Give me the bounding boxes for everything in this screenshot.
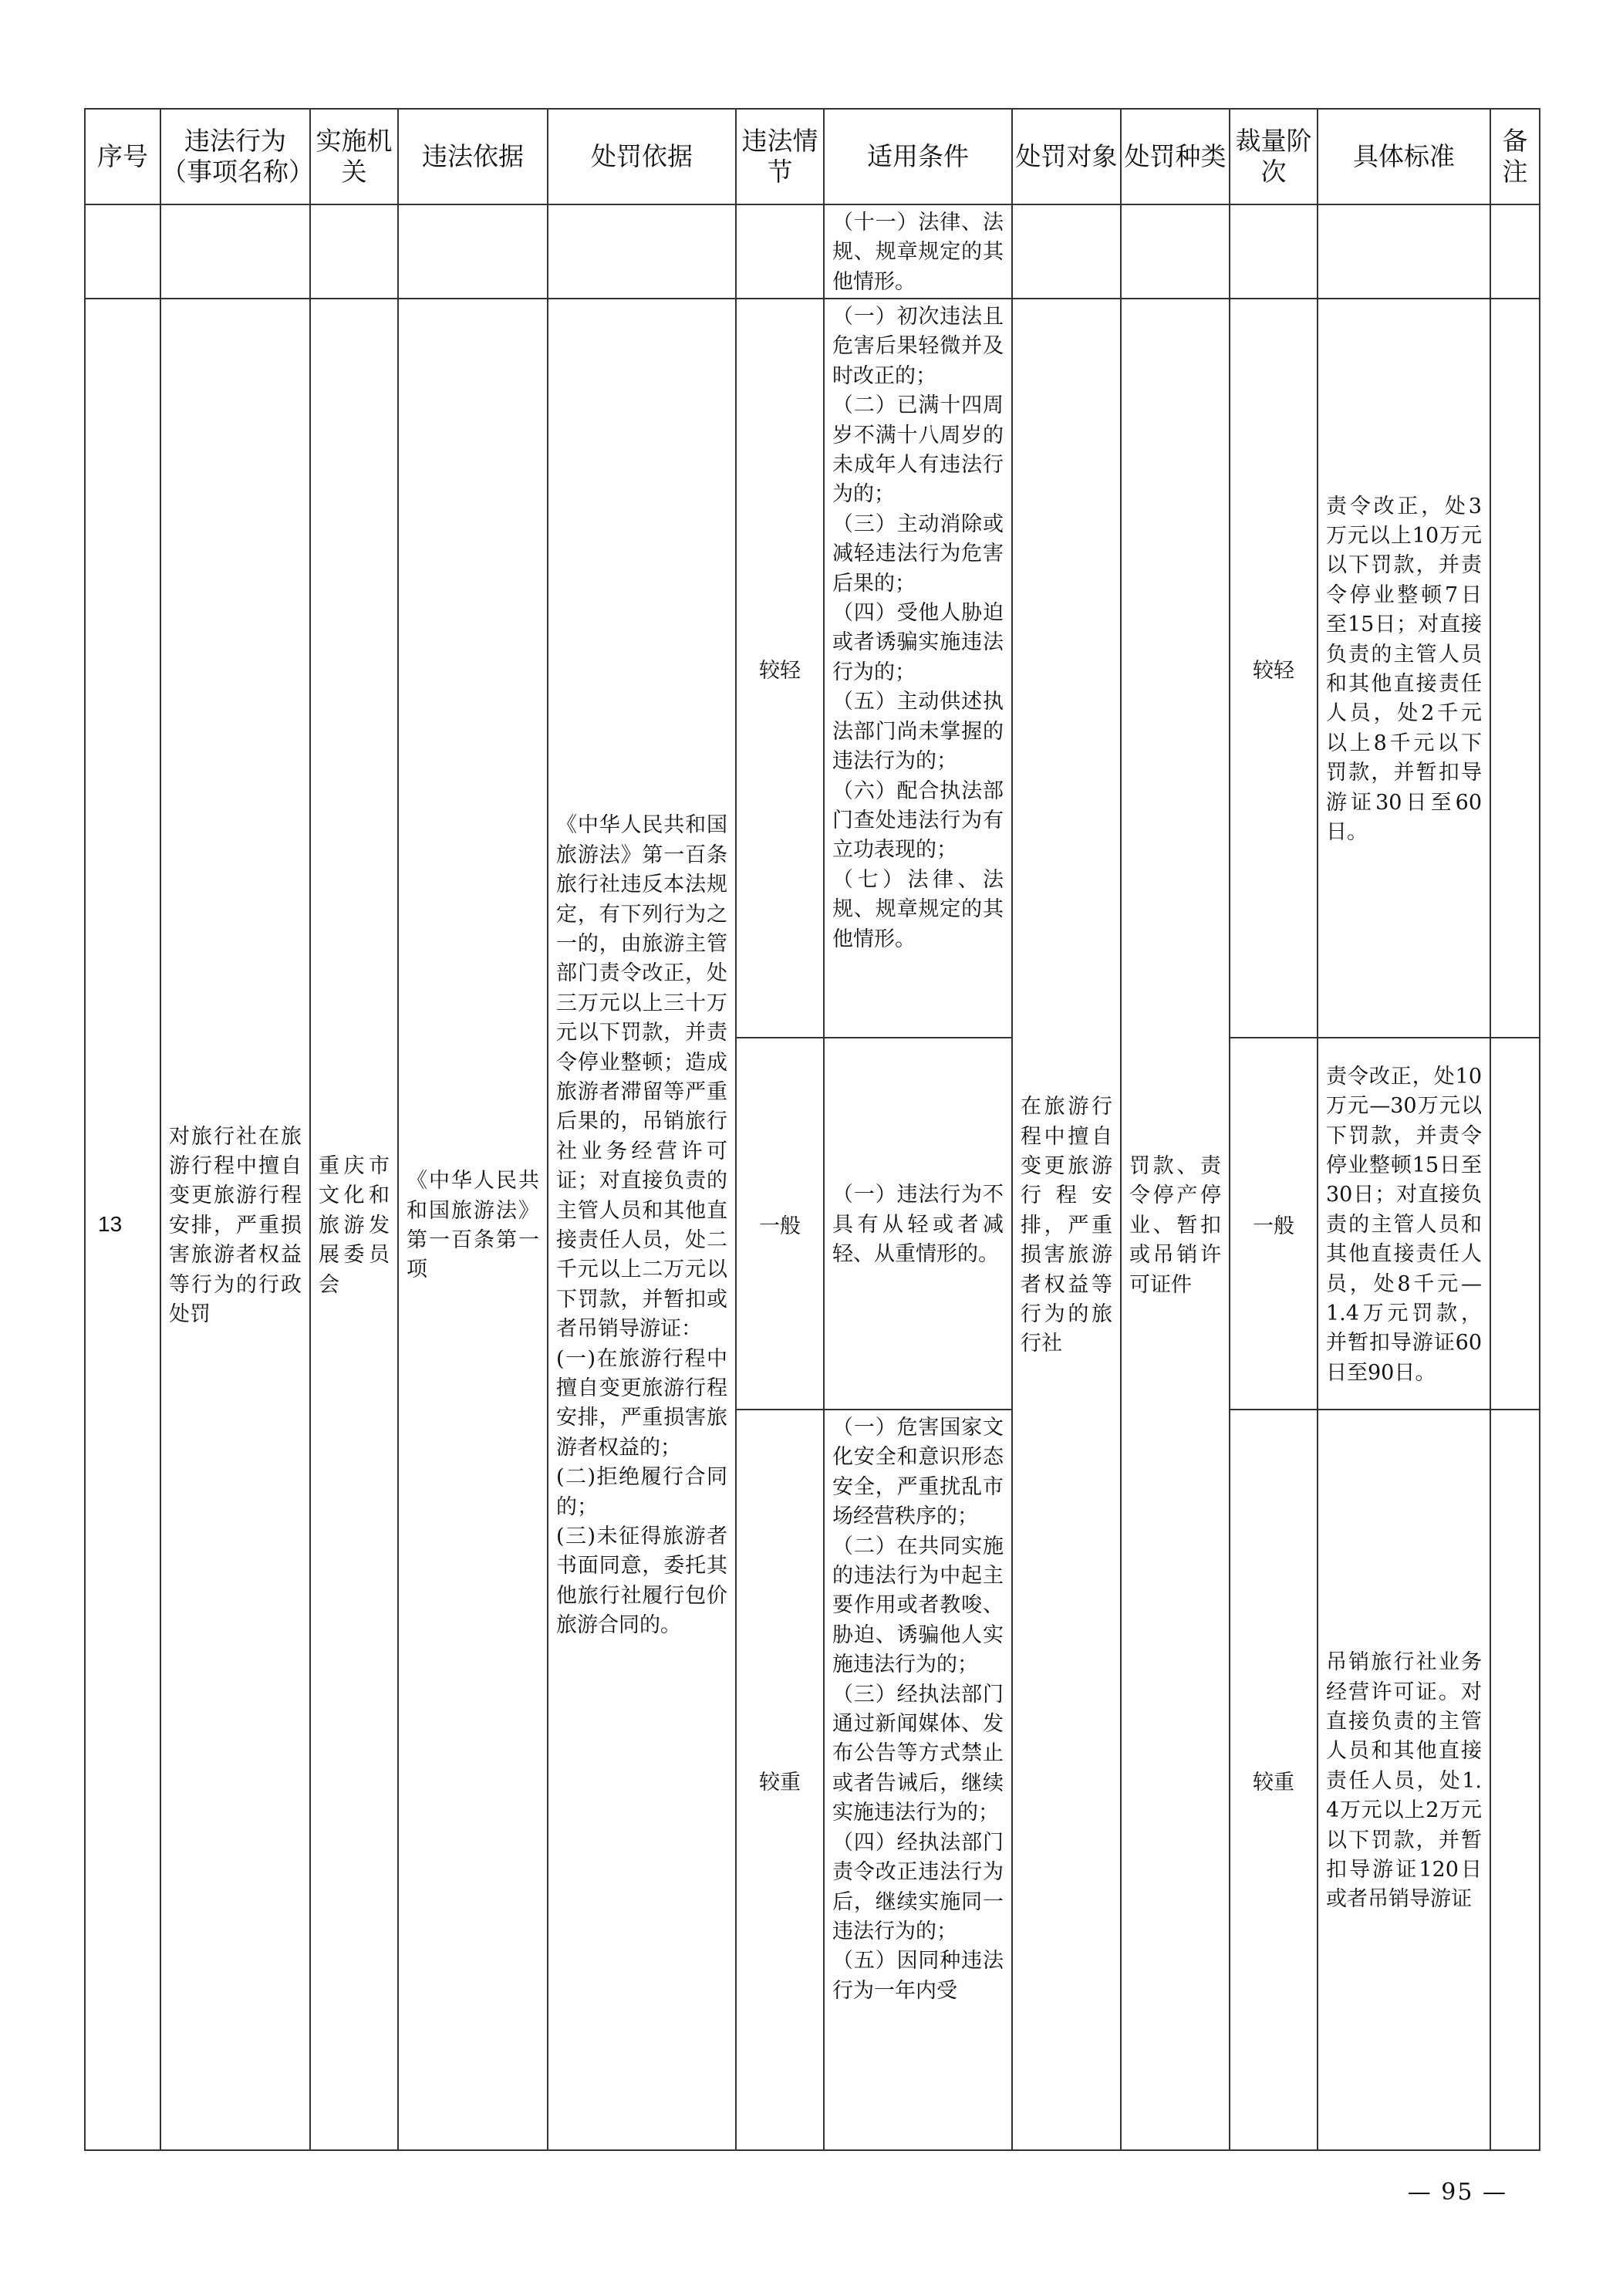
tier-light-standard: 责令改正，处3万元以上10万元以下罚款，并责令停业整顿7日至15日；对直接负责的主管人员和其他直接责任人员，处2千元以上8千元以下罚款，并暂扣导游证30日至60日。 xyxy=(1318,299,1490,1038)
header-penalty-basis: 处罚依据 xyxy=(548,109,736,204)
tier-severe-circumstance: 较重 xyxy=(736,1410,824,2150)
condition-item: （二）已满十四周岁不满十八周岁的未成年人有违法行为的； xyxy=(832,393,1004,507)
row13-penalty-basis: 《中华人民共和国旅游法》第一百条 旅行社违反本法规定，有下列行为之一的，由旅游主管部门责令改正，处三万元以上三十万元以下罚款，并责令停业整顿；造成旅游者滞留等严重后果的，吊销旅行社业务经营许可证；对直接负责的主管人员和其他直接责任人员，处二千元以上二万元以下罚款，并暂扣或者吊销导游证： (一)在旅游行程中擅自变更旅游行程安排，严重损害旅游者权益的； (二)拒绝履行合同的； (三)未征得旅游者书面同意，委托其他旅行社履行包价旅游合同的。 xyxy=(548,299,736,2150)
header-remark: 备注 xyxy=(1490,109,1540,204)
condition-item: （三）主动消除或减轻违法行为危害后果的； xyxy=(832,512,1004,596)
page-number: — 95 — xyxy=(1407,2179,1507,2206)
condition-item: （五）主动供述执法部门尚未掌握的违法行为的； xyxy=(832,690,1004,774)
continued-condition-cell xyxy=(824,204,1012,299)
row13-agency: 重庆市文化和旅游发展委员会 xyxy=(310,299,398,2150)
tier-general-standard: 责令改正，处10万元—30万元以下罚款，并责令停业整顿15日至30日；对直接负责的主管人员和其他直接责任人员，处8千元—1.4万元罚款，并暂扣导游证60日至90日。 xyxy=(1318,1038,1490,1410)
continued-row xyxy=(85,204,1540,299)
condition-item: （一）违法行为不具有从轻或者减轻、从重情形的。 xyxy=(832,1183,1004,1267)
tier-severe-remark xyxy=(1490,1410,1540,2150)
condition-item: （五）因同种违法行为一年内受 xyxy=(832,1949,1004,2003)
condition-item: （二）在共同实施的违法行为中起主要作用或者教唆、胁迫、诱骗他人实施违法行为的； xyxy=(832,1534,1004,1677)
tier-general-conditions xyxy=(824,1038,1012,1410)
table-row-13-tier-light xyxy=(85,299,1540,1038)
header-basis: 违法依据 xyxy=(398,109,548,204)
tier-general-circumstance: 一般 xyxy=(736,1038,824,1410)
continued-condition-text: （十一）法律、法规、规章规定的其他情形。 xyxy=(832,211,1004,294)
header-circumstance: 违法情节 xyxy=(736,109,824,204)
header-seq: 序号 xyxy=(85,109,160,204)
tier-light-circumstance: 较轻 xyxy=(736,299,824,1038)
condition-item: （四）经执法部门责令改正违法行为后，继续实施同一违法行为的； xyxy=(832,1830,1004,1943)
header-penalty-type: 处罚种类 xyxy=(1121,109,1230,204)
condition-item: （四）受他人胁迫或者诱骗实施违法行为的； xyxy=(832,601,1004,684)
penalty-discretion-table xyxy=(84,108,1540,2151)
header-row xyxy=(85,109,1540,204)
tier-severe-standard: 吊销旅行社业务经营许可证。对直接负责的主管人员和其他直接责任人员，处1.4万元以上2万元以下罚款，并暂扣导游证120日或者吊销导游证 xyxy=(1318,1410,1490,2150)
condition-item: （一）危害国家文化安全和意识形态安全，严重扰乱市场经营秩序的； xyxy=(832,1416,1004,1529)
row13-penalty-type: 罚款、责令停产停业、暂扣或吊销许可证件 xyxy=(1121,299,1230,2150)
row13-item: 对旅行社在旅游行程中擅自变更旅游行程安排，严重损害旅游者权益等行为的行政处罚 xyxy=(160,299,310,2150)
header-standard: 具体标准 xyxy=(1318,109,1490,204)
condition-item: （三）经执法部门通过新闻媒体、发布公告等方式禁止或者告诫后，继续实施违法行为的； xyxy=(832,1682,1004,1825)
row13-seq: 13 xyxy=(85,299,160,2150)
tier-severe-level: 较重 xyxy=(1230,1410,1318,2150)
condition-item: （六）配合执法部门查处违法行为有立功表现的； xyxy=(832,778,1004,863)
tier-light-remark xyxy=(1490,299,1540,1038)
tier-severe-conditions xyxy=(824,1410,1012,2150)
tier-general-remark xyxy=(1490,1038,1540,1410)
row13-target: 在旅游行程中擅自变更旅游行程安排，严重损害旅游者权益等行为的旅行社 xyxy=(1012,299,1121,2150)
header-agency: 实施机关 xyxy=(310,109,398,204)
header-level: 裁量阶次 xyxy=(1230,109,1318,204)
header-target: 处罚对象 xyxy=(1012,109,1121,204)
condition-item: （一）初次违法且危害后果轻微并及时改正的； xyxy=(832,305,1004,388)
condition-item: （七）法律、法规、规章规定的其他情形。 xyxy=(832,867,1004,951)
row13-basis: 《中华人民共和国旅游法》第一百条第一项 xyxy=(398,299,548,2150)
tier-light-level: 较轻 xyxy=(1230,299,1318,1038)
tier-light-conditions xyxy=(824,299,1012,1038)
header-condition: 适用条件 xyxy=(824,109,1012,204)
header-item: 违法行为（事项名称） xyxy=(160,109,310,204)
tier-general-level: 一般 xyxy=(1230,1038,1318,1410)
